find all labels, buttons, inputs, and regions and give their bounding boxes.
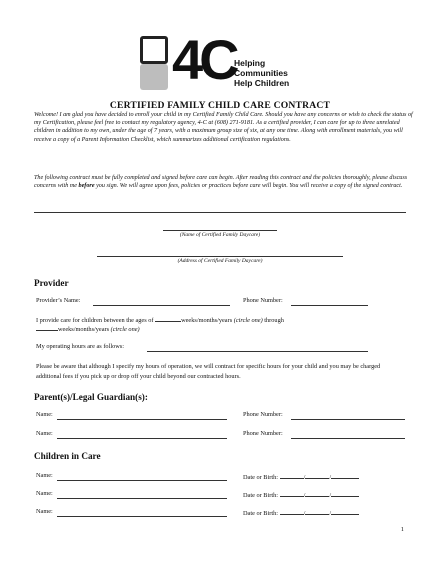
guardian-2-name-field[interactable] (57, 438, 227, 439)
guardians-heading: Parent(s)/Legal Guardian(s): (34, 392, 148, 402)
child-3-name-label: Name: (36, 508, 53, 515)
child-1-name-field[interactable] (57, 480, 227, 481)
guardian-2-phone-field[interactable] (291, 438, 405, 439)
contract-instructions-paragraph: The following contract must be fully completed and signed before care can begin. After reading this contract and the policies thoroughly, please discuss concerns with me before you sign. We will agree upon fees, policies or practices before care will begin. You will receive a copy of the signed contract. (34, 175, 408, 190)
ages-from-field[interactable] (155, 315, 181, 322)
logo-tagline: Helping Communities Help Children (234, 58, 290, 88)
logo-4c (136, 28, 316, 94)
guardian-1-phone-label: Phone Number: (243, 411, 283, 418)
child-1-dob-year[interactable] (331, 472, 359, 479)
guardian-1-phone-field[interactable] (291, 419, 405, 420)
child-2-dob-day[interactable] (305, 490, 329, 497)
provider-name-field[interactable] (93, 305, 230, 306)
daycare-address-line[interactable] (97, 256, 343, 257)
ages-to-field[interactable] (36, 324, 58, 331)
child-3-dob-year[interactable] (331, 508, 359, 515)
ages-statement: I provide care for children between the ages of weeks/months/years (circle one) through (36, 317, 284, 324)
provider-phone-field[interactable] (291, 305, 368, 306)
document-title: CERTIFIED FAMILY CHILD CARE CONTRACT (109, 100, 331, 111)
child-1-dob: Date or Birth: / / (243, 472, 359, 481)
guardian-2-phone-label: Phone Number: (243, 430, 283, 437)
provider-name-label: Provider’s Name: (36, 297, 81, 304)
emphasis-before: before (78, 183, 95, 190)
guardian-1-name-field[interactable] (57, 419, 227, 420)
ages-statement-cont: weeks/months/years (circle one) (36, 324, 140, 333)
guardian-1-name-label: Name: (36, 411, 53, 418)
daycare-name-line[interactable] (163, 230, 277, 231)
child-1-dob-month[interactable] (280, 472, 304, 479)
child-1-dob-day[interactable] (305, 472, 329, 479)
child-3-dob: Date or Birth: / / (243, 508, 359, 517)
page-number: 1 (400, 526, 404, 533)
child-2-dob-year[interactable] (331, 490, 359, 497)
child-2-name-label: Name: (36, 490, 53, 497)
provider-phone-label: Phone Number: (243, 297, 283, 304)
logo-mark: 4C (172, 28, 236, 91)
daycare-address-caption: (Address of Certified Family Daycare) (177, 258, 263, 264)
child-1-name-label: Name: (36, 472, 53, 479)
operating-hours-label: My operating hours are as follows: (36, 343, 124, 350)
child-3-dob-day[interactable] (305, 508, 329, 515)
child-2-dob-month[interactable] (280, 490, 304, 497)
child-3-dob-month[interactable] (280, 508, 304, 515)
section-divider (34, 212, 406, 213)
children-heading: Children in Care (34, 451, 101, 461)
child-3-name-field[interactable] (57, 516, 227, 517)
welcome-paragraph: Welcome! I am glad you have decided to enroll your child in my Certified Family Child Care. Should you have any concerns or wish to check the status of my Certification, please feel free to contact my regulatory agency, 4-C at (608) 271-9181. As a certified provider, I can care for up to three unrelated children in addition to my own, under the age of 7 years, with a maximum group size of six, at any one time. Along with enrollment materials, you will receive a copy of a Parent Information Checklist, which summarizes additional certification regulations. (34, 112, 413, 143)
child-2-dob: Date or Birth: / / (243, 490, 359, 499)
hours-notice: Please be aware that although I specify my hours of operation, we will contract for specific hours for your child and you may be charged additional fees if you pick up or drop off your child beyond our contracted hours. (36, 363, 381, 380)
daycare-name-caption: (Name of Certified Family Daycare) (179, 232, 261, 238)
logo-squares-icon (136, 36, 170, 94)
guardian-2-name-label: Name: (36, 430, 53, 437)
provider-heading: Provider (34, 278, 69, 288)
child-2-name-field[interactable] (57, 498, 227, 499)
operating-hours-field[interactable] (147, 351, 368, 352)
